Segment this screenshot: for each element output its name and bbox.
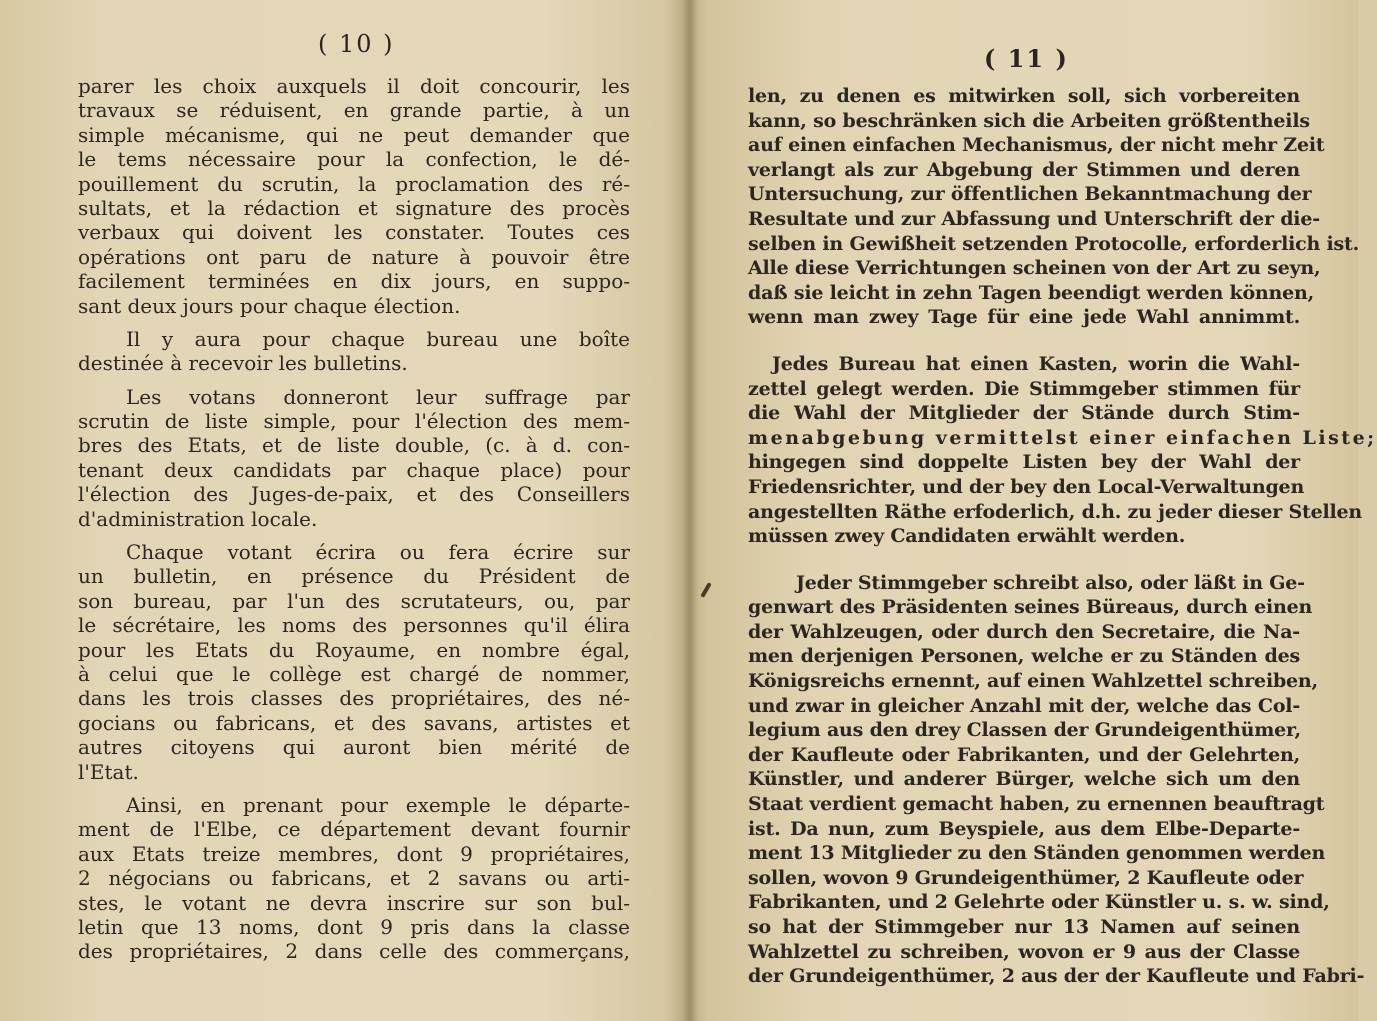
text-line: le sécrétaire, les noms des personnes qu'il élira — [78, 613, 630, 638]
text-line: daß sie leicht in zehn Tagen beendigt werden können, — [748, 281, 1315, 304]
text-line: simple mécanisme, qui ne peut demander que — [78, 122, 630, 147]
text-line: ment 13 Mitglieder zu den Ständen genommen werden — [748, 842, 1326, 865]
text-line: ist. Da nun, zum Beyspiele, aus dem Elbe-Departe- — [748, 817, 1300, 840]
text-line: ment de l'Elbe, ce département devant fournir — [78, 817, 630, 842]
text-line: Ainsi, en prenant pour exemple le départe- — [126, 792, 630, 817]
text-line: l'élection des Juges-de-paix, et des Conseillers — [78, 482, 630, 507]
text-line: Resultate und zur Abfassung und Unterschrift der die- — [748, 207, 1320, 230]
text-line: auf einen einfachen Mechanismus, der nicht mehr Zeit — [748, 134, 1325, 157]
text-line: facilement terminées en dix jours, en suppo- — [78, 269, 630, 294]
text-line: Staat verdient gemacht haben, zu ernennen beauftragt — [748, 793, 1325, 816]
text-line: angestellten Räthe erfoderlich, d.h. zu jeder dieser Stellen — [748, 500, 1363, 523]
text-line: sant deux jours pour chaque élection. — [78, 293, 461, 318]
text-line: len, zu denen es mitwirken soll, sich vorbereiten — [748, 85, 1300, 107]
text-line: le tems nécessaire pour la confection, le dé- — [78, 147, 630, 172]
text-line: sollen, wovon 9 Grundeigenthümer, 2 Kaufleute oder — [748, 866, 1304, 889]
text-line: l'Etat. — [78, 759, 139, 784]
text-line: pouillement du scrutin, la proclamation des ré- — [78, 171, 630, 196]
text-line: men derjenigen Personen, welche er zu Ständen des — [748, 645, 1300, 668]
text-line: hingegen sind doppelte Listen bey der Wahl der — [748, 451, 1300, 474]
text-line: der Grundeigenthümer, 2 aus der der Kaufleute und Fabri- — [748, 965, 1365, 988]
left-page-number: ( 10 ) — [318, 30, 395, 58]
text-line: der Wahlzeugen, oder durch den Secretaire, die Na- — [748, 620, 1300, 643]
text-line: Friedensrichter, und der bey den Local-Verwaltungen — [748, 475, 1305, 498]
text-line: Alle diese Verrichtungen scheinen von der Art zu seyn, — [748, 257, 1321, 280]
text-line: müssen zwey Candidaten erwählt werden. — [748, 525, 1186, 548]
left-paragraph-5 — [78, 793, 630, 964]
text-line: d'administration locale. — [78, 506, 318, 531]
text-line: sultats, et la rédaction et signature des procès — [78, 195, 630, 220]
text-line: Les votans donneront leur suffrage par — [126, 384, 630, 409]
text-line: des propriétaires, 2 dans celle des commerçans, — [78, 939, 630, 964]
text-line: destinée à recevoir les bulletins. — [78, 351, 408, 376]
text-line: stes, le votant ne devra inscrire sur son bul- — [78, 890, 630, 915]
text-line: parer les choix auxquels il doit concourir, les — [78, 74, 630, 98]
text-line: letin que 13 noms, dont 9 pris dans la classe — [78, 914, 630, 939]
text-line: gocians ou fabricans, et des savans, artistes et — [78, 710, 630, 735]
text-line: und zwar in gleicher Anzahl mit der, welche das Col- — [748, 694, 1300, 717]
text-line: scrutin de liste simple, pour l'élection des mem- — [78, 409, 630, 434]
text-line: son bureau, par l'un des scrutateurs, ou, par — [78, 588, 630, 613]
text-line: tenant deux candidats par chaque place) pour — [78, 457, 630, 482]
text-line: zettel gelegt werden. Die Stimmgeber stimmen für — [748, 377, 1300, 400]
book-gutter — [682, 0, 698, 1021]
text-line: Wahlzettel zu schreiben, wovon er 9 aus der Classe — [748, 940, 1300, 963]
text-line: opérations ont paru de nature à pouvoir être — [78, 244, 630, 269]
text-line: legium aus den drey Classen der Grundeigenthümer, — [748, 719, 1301, 742]
text-line: genwart des Präsidenten seines Büreaus, durch einen — [748, 596, 1313, 619]
text-line: verbaux qui doivent les constater. Toutes ces — [78, 220, 630, 245]
right-page-number: ( 11 ) — [984, 44, 1069, 73]
text-line: bres des Etats, et de liste double, (c. à d. con- — [78, 433, 630, 458]
left-paragraph-3 — [78, 385, 630, 531]
text-line: Künstler, und anderer Bürger, welche sich um den — [748, 768, 1300, 791]
text-line: so hat der Stimmgeber nur 13 Namen auf seinen — [748, 916, 1300, 938]
text-line: 2 négocians ou fabricans, et 2 savans ou arti- — [78, 866, 630, 891]
text-line: verlangt als zur Abgebung der Stimmen und deren — [748, 158, 1300, 181]
left-paragraph-2 — [78, 327, 630, 376]
text-line: die Wahl der Mitglieder der Stände durch Stim- — [748, 402, 1300, 425]
text-line: Jedes Bureau hat einen Kasten, worin die Wahl- — [772, 352, 1300, 375]
text-line: Königsreichs ernennt, auf einen Wahlzettel schreiben, — [748, 670, 1318, 693]
left-page — [0, 0, 684, 1021]
text-line: der Kaufleute oder Fabrikanten, und der Gelehrten, — [748, 743, 1300, 766]
right-page-text — [748, 84, 1377, 989]
right-paragraph-1 — [748, 84, 1360, 330]
text-line: Untersuchung, zur öffentlichen Bekanntmachung der — [748, 183, 1312, 206]
left-paragraph-4 — [78, 540, 630, 784]
text-line: autres citoyens qui auront bien mérité de — [78, 735, 630, 760]
text-line: Fabrikanten, und 2 Gelehrte oder Künstler u. s. w. sind, — [748, 891, 1330, 914]
text-line: menabgebung vermittelst einer einfachen Liste; — [748, 426, 1377, 449]
text-line: Chaque votant écrira ou fera écrire sur — [126, 540, 630, 565]
left-page-text — [78, 74, 630, 964]
text-line: selben in Gewißheit setzenden Protocolle, erforderlich ist. — [748, 232, 1360, 255]
left-paragraph-1 — [78, 74, 630, 318]
text-line: pour les Etats du Royaume, en nombre égal, — [78, 637, 630, 662]
text-line: Jeder Stimmgeber schreibt also, oder läßt in Ge- — [796, 571, 1305, 594]
text-line: aux Etats treize membres, dont 9 propriétaires, — [78, 841, 630, 866]
right-paragraph-3 — [748, 571, 1365, 989]
text-line: wenn man zwey Tage für eine jede Wahl annimmt. — [748, 306, 1300, 329]
right-paragraph-2 — [748, 352, 1377, 549]
text-line: Il y aura pour chaque bureau une boîte — [126, 326, 630, 351]
right-page — [698, 0, 1377, 1021]
text-line: kann, so beschränken sich die Arbeiten größtentheils — [748, 109, 1310, 132]
text-line: travaux se réduisent, en grande partie, à un — [78, 98, 630, 123]
text-line: un bulletin, en présence du Président de — [78, 564, 630, 589]
text-line: dans les trois classes des propriétaires, des né- — [78, 686, 630, 711]
text-line: à celui que le collège est chargé de nommer, — [78, 661, 630, 686]
